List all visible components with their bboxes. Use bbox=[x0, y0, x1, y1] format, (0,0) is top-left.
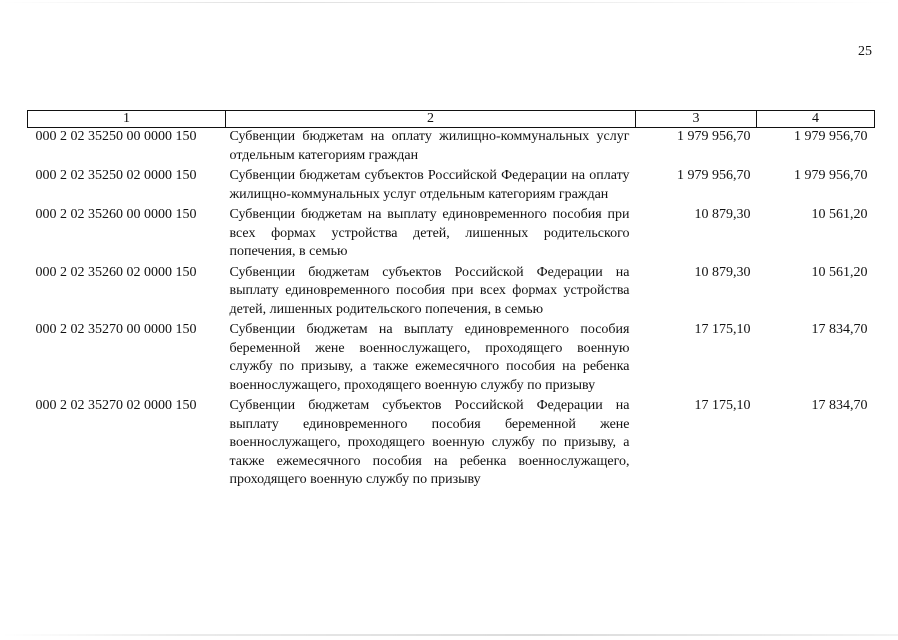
table-row bbox=[28, 128, 875, 168]
row-value-3: 17 175,10 bbox=[694, 322, 751, 337]
row-description: Субвенции бюджетам на выплату единовременного пособия беременной жене военнослужащего, проходящего военную службу по призыву, а также ежемесячного пособия на ребенка военнослужащего, проходящего военную службу по призыву bbox=[229, 322, 630, 393]
row-code: 000 2 02 35250 00 0000 150 bbox=[35, 129, 197, 144]
row-code: 000 2 02 35250 02 0000 150 bbox=[35, 168, 197, 183]
table-row bbox=[28, 167, 875, 206]
row-value-3: 17 175,10 bbox=[694, 398, 751, 413]
row-value-3: 10 879,30 bbox=[694, 264, 751, 280]
table-row bbox=[28, 321, 875, 397]
table-row bbox=[28, 397, 875, 492]
table-header bbox=[28, 111, 875, 128]
table-row bbox=[28, 264, 875, 322]
header-cell-1: 1 bbox=[28, 111, 226, 128]
row-value-4: 17 834,70 bbox=[811, 322, 868, 337]
row-description: Субвенции бюджетам субъектов Российской Федерации на выплату единовременного пособия беременной жене военнослужащего, проходящего военную службу по призыву, а также ежемесячного пособия на ребенка военнослужащего, проходящего военную службу по призыву bbox=[229, 398, 630, 487]
budget-table bbox=[27, 110, 875, 492]
row-description: Субвенции бюджетам на оплату жилищно-коммунальных услуг отдельным категориям граждан bbox=[229, 129, 630, 163]
header-row bbox=[28, 111, 875, 128]
row-code: 000 2 02 35270 02 0000 150 bbox=[35, 398, 197, 413]
row-description: Субвенции бюджетам на выплату единовременного пособия при всех формах устройства детей, лишенных родительского попечения, в семью bbox=[229, 207, 630, 259]
header-cell-4: 4 bbox=[757, 111, 875, 128]
page-number: 25 bbox=[858, 44, 872, 59]
row-value-4: 1 979 956,70 bbox=[794, 168, 868, 183]
header-cell-2: 2 bbox=[226, 111, 636, 128]
row-code: 000 2 02 35270 00 0000 150 bbox=[35, 322, 197, 337]
row-code: 000 2 02 35260 00 0000 150 bbox=[35, 207, 197, 222]
row-value-4: 10 561,20 bbox=[811, 207, 868, 222]
row-value-4: 1 979 956,70 bbox=[794, 129, 868, 144]
scan-edge-bottom bbox=[0, 634, 898, 636]
row-value-3: 10 879,30 bbox=[694, 207, 751, 222]
row-value-4: 17 834,70 bbox=[811, 398, 868, 413]
row-description: Субвенции бюджетам субъектов Российской Федерации на выплату единовременного пособия при всех формах устройства детей, лишенных родительского попечения, в семью bbox=[229, 264, 630, 317]
row-description: Субвенции бюджетам субъектов Российской Федерации на оплату жилищно-коммунальных услуг отдельным категориям граждан bbox=[229, 168, 630, 202]
table-body bbox=[28, 128, 875, 492]
scan-edge-top bbox=[0, 2, 898, 3]
header-cell-3: 3 bbox=[636, 111, 757, 128]
table-row bbox=[28, 206, 875, 264]
row-value-4: 10 561,20 bbox=[811, 264, 868, 280]
row-code: 000 2 02 35260 02 0000 150 bbox=[35, 264, 197, 280]
row-value-3: 1 979 956,70 bbox=[677, 168, 751, 183]
row-value-3: 1 979 956,70 bbox=[677, 129, 751, 144]
